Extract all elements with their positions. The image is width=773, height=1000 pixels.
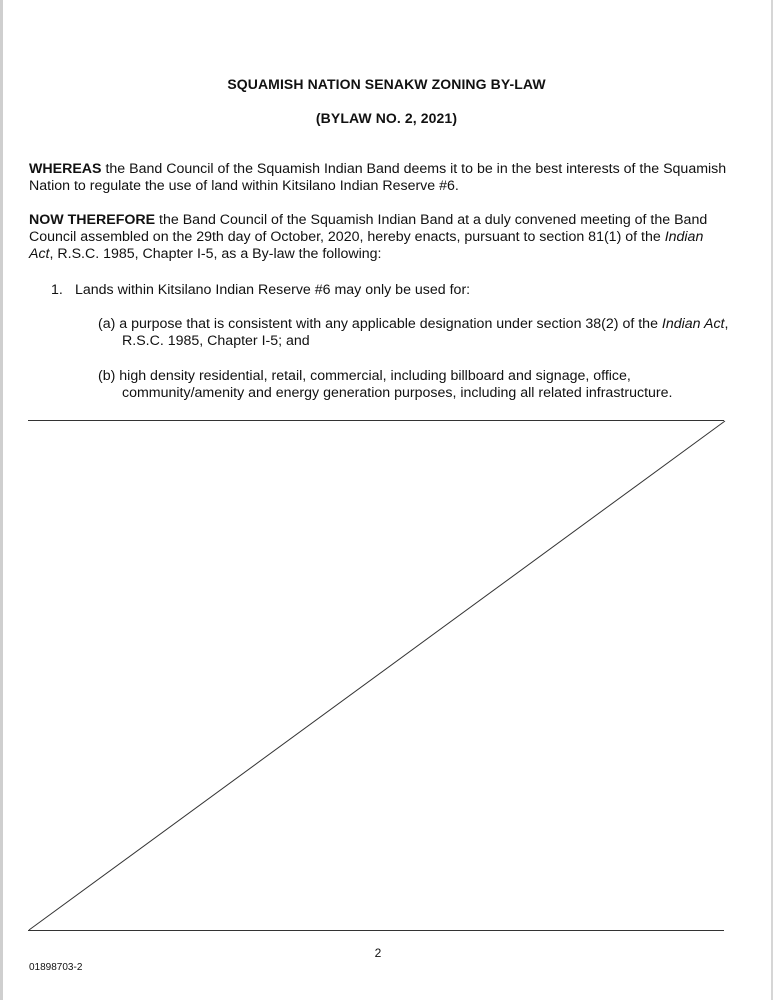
now-therefore-text-1: the Band Council of the Squamish Indian Band at a duly convened meeting of the Band Council assembled on the 29th day of October, 2020, hereby enacts, pursuant to section 81(1) of the [29,212,708,245]
sub-item-b-text: high density residential, retail, commercial, including billboard and signage, office, community/amenity and energy generation purposes, including all related infrastructure. [115,368,673,401]
sub-item-a-label: (a) [98,316,116,332]
page-number: 2 [374,946,382,960]
whereas-lead: WHEREAS [29,161,102,177]
now-therefore-lead: NOW THEREFORE [29,212,156,228]
document-subtitle: (BYLAW NO. 2, 2021) [315,110,458,126]
list-item-1-number: 1. [51,282,63,298]
document-title: SQUAMISH NATION SENAKW ZONING BY-LAW [227,76,546,92]
sub-item-a-act: Indian Act [661,316,725,332]
list-item-1-text: Lands within Kitsilano Indian Reserve #6 may only be used for: [75,282,471,298]
whereas-text: the Band Council of the Squamish Indian Band deems it to be in the best interests of the Squamish Nation to regulate the use of land within Kitsilano Indian Reserve #6. [29,161,727,194]
sub-item-a-text-2: , R.S.C. 1985, Chapter I-5; and [122,316,729,349]
sub-item-a-text-1: a purpose that is consistent with any applicable designation under section 38(2) of the [115,316,662,332]
sub-item-b-label: (b) [98,368,116,384]
strikeout-bottom-rule [28,930,724,931]
now-therefore-act: Indian Act [29,229,704,262]
now-therefore-text-2: , R.S.C. 1985, Chapter I-5, as a By-law the following: [49,246,382,262]
document-id: 01898703-2 [29,962,83,973]
